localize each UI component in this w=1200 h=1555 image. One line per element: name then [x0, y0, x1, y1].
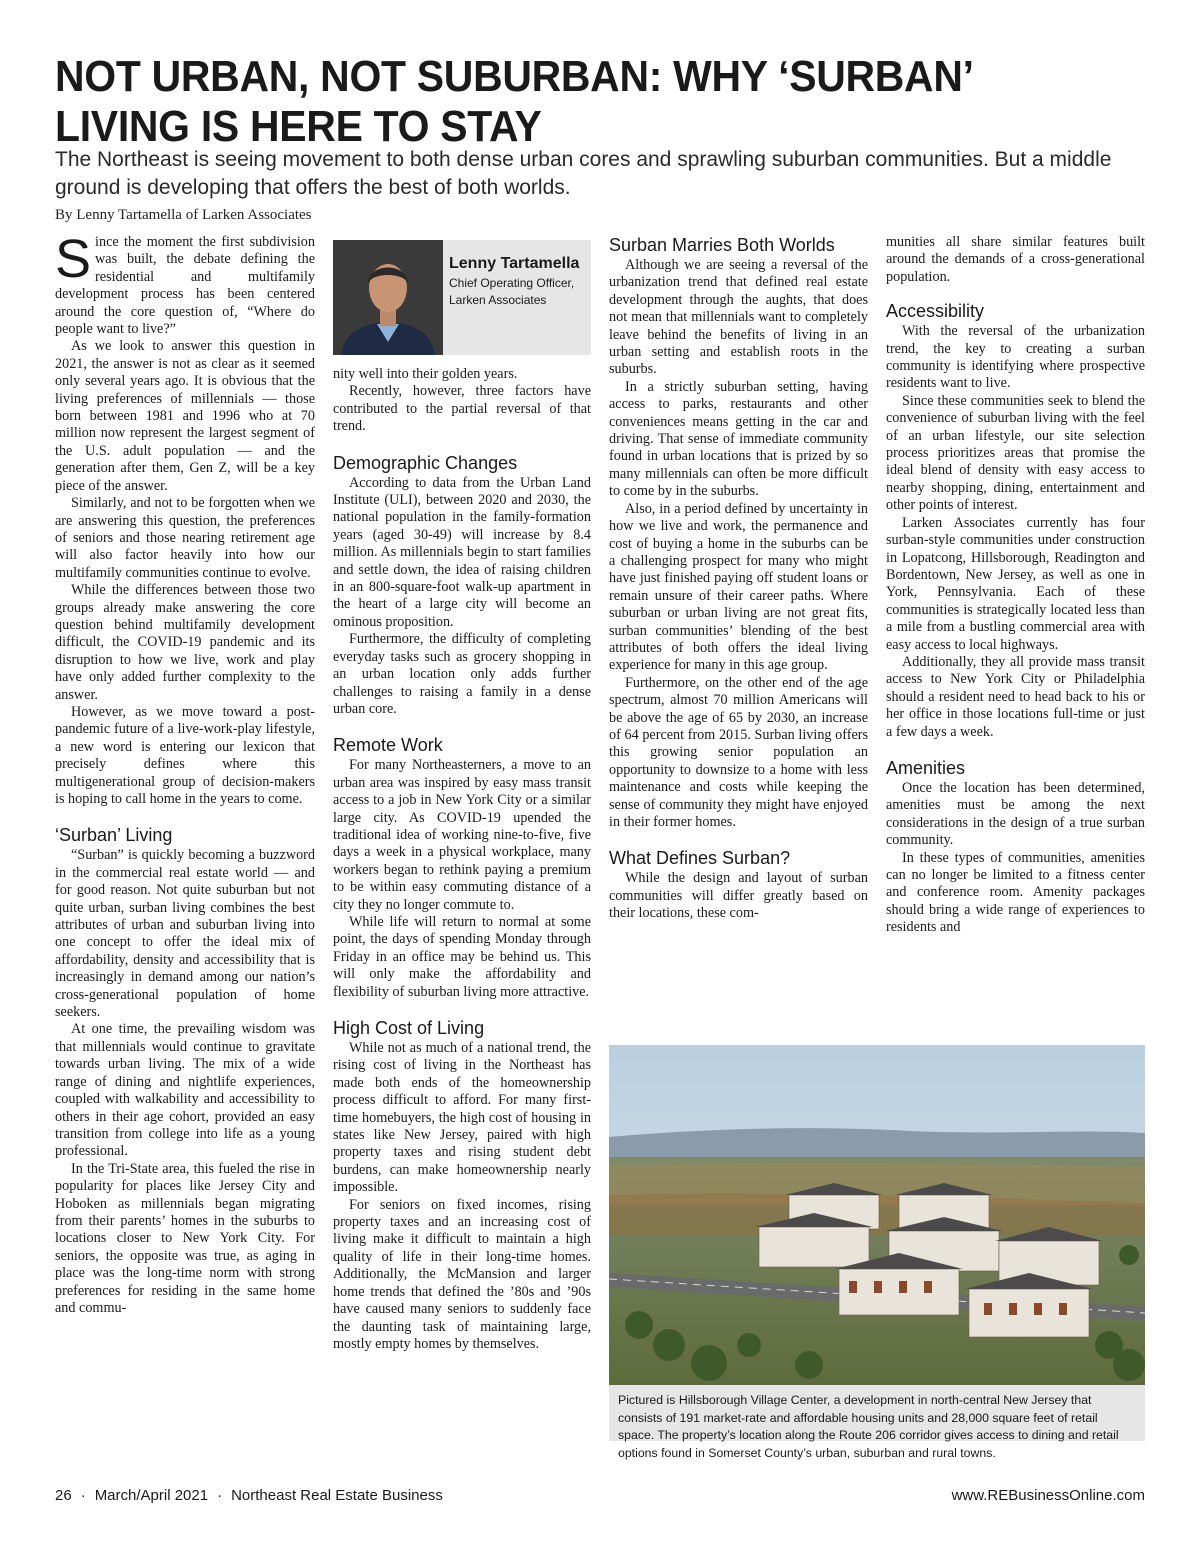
- section-heading-amenities: Amenities: [886, 757, 966, 778]
- website-link[interactable]: www.REBusinessOnline.com: [951, 1487, 1145, 1504]
- paragraph: In the Tri-State area, this fueled the rise in popularity for places like Jersey City and Hoboken as millennials began migrating from their parents’ homes in the suburbs to locations closer to New York City. For seniors, the opposite was true, as aging in place was the long-time norm with strong preferences for residing in the same home and commu-: [55, 1160, 315, 1316]
- paragraph: While life will return to normal at some point, the days of spending Monday through Friday in an office may be behind us. This will only make the affordability and flexibility of suburban living more attractive.: [333, 913, 591, 1000]
- paragraph: While the differences between those two groups already make answering the core question behind multifamily development difficult, the COVID-19 pandemic and its disruption to how we live, work and play have only added further complexity to the answer.: [55, 582, 315, 703]
- paragraph: Since the moment the first subdivision was built, the debate defining the residential and multifamily development process has been centered around the core question of, “Where do people want to live?”: [55, 229, 315, 338]
- paragraph: Also, in a period defined by uncertainty in how we live and work, the permanence and cost of buying a home in the suburbs can be a challenging prospect for many who might have just finished paying off student loans or remain unsure of their career paths. Where suburban or urban living are not great fits, surban communities’ blending of the best attributes of both offers the ideal living experience for many in this age group.: [609, 500, 868, 674]
- paragraph: For seniors on fixed incomes, rising property taxes and an increasing cost of living make it difficult to maintain a high quality of life in their long-time homes. Additionally, the McMansion and larger home trends that defined the ’80s and ’90s have caused many seniors to suddenly face the daunting task of maintaining large, mostly empty homes by themselves.: [333, 1196, 591, 1352]
- aerial-development-photo: [609, 1045, 1145, 1385]
- aerial-photo-illustration: [609, 1045, 1145, 1385]
- drop-cap: S: [55, 229, 92, 289]
- paragraph: With the reversal of the urbanization trend, the key to creating a surban community is identifying where prospective residents want to live.: [886, 323, 1145, 392]
- article-column-1: [55, 229, 315, 1317]
- paragraph: Recently, however, three factors have contributed to the partial reversal of that trend.: [333, 383, 591, 435]
- author-box: [333, 240, 591, 355]
- paragraph: Since these communities seek to blend the convenience of suburban living with the feel of an urban lifestyle, our site selection process prioritizes areas that promise the ideal blend of density with easy access to nearby shopping, dining, entertainment and other points of interest.: [886, 392, 1145, 514]
- article-column-3: [609, 234, 868, 923]
- issue-date: March/April 2021: [94, 1487, 209, 1504]
- paragraph: While the design and layout of surban communities will differ greatly based on their locations, these com-: [609, 870, 868, 922]
- section-heading-what-defines-surban: What Defines Surban?: [609, 848, 791, 869]
- footer-left: [55, 1486, 443, 1506]
- author-info: [449, 254, 589, 309]
- paragraph: At one time, the prevailing wisdom was that millennials would continue to gravitate towards urban living. The mix of a wide range of dining and nightlife experiences, coupled with walkability and accessibility to others in their age cohort, provided an easy transition from college into life as a young professional.: [55, 1021, 315, 1160]
- paragraph: “Surban” is quickly becoming a buzzword in the commercial real estate world — and for good reason. Not quite suburban but not quite urban, surban living combines the best attributes of urban and suburban living into one concept to offer the ideal mix of affordability, density and accessibility that is increasingly in demand among our nation’s cross-generational population of home seekers.: [55, 847, 315, 1021]
- headshot-illustration: [333, 240, 443, 355]
- publication-name: Northeast Real Estate Business: [231, 1487, 443, 1504]
- paragraph: According to data from the Urban Land Institute (ULI), between 2020 and 2030, the national population in the family-formation years (aged 30-49) will increase by 8.4 million. As millennials begin to start families and settle down, the idea of raising children in an 800-square-foot walk-up apartment in the heart of a large city will become an ominous proposition.: [333, 474, 591, 630]
- section-heading-demographic-changes: Demographic Changes: [333, 452, 518, 473]
- section-heading-accessibility: Accessibility: [886, 301, 985, 322]
- paragraph: Additionally, they all provide mass transit access to New York City or Philadelphia should a resident need to head back to his or her office in those locations full-time or just a few days a week.: [886, 653, 1145, 740]
- paragraph: As we look to answer this question in 2021, the answer is not as clear as it seemed only several years ago. It is obvious that the living preferences of millennials — those born between 1981 and 1996 who at 70 million now represent the largest segment of the U.S. adult population — and the generation after them, Gen Z, will be a key piece of the answer.: [55, 338, 315, 494]
- section-heading-surban-marries-both-worlds: Surban Marries Both Worlds: [609, 235, 835, 255]
- article-headline: NOT URBAN, NOT SUBURBAN: WHY ‘SURBAN’ LIVING IS HERE TO STAY: [55, 52, 972, 151]
- paragraph: Larken Associates currently has four surban-style communities under construction in Lopatcong, Hillsborough, Readington and Bordentown, New Jersey, as well as one in York, Pennsylvania. Each of these communities is strategically located less than a mile from a bustling commercial area with easy access to local highways.: [886, 514, 1145, 653]
- paragraph: munities all share similar features built around the demands of a cross-generational population.: [886, 234, 1145, 285]
- paragraph: Furthermore, on the other end of the age spectrum, almost 70 million Americans will be above the age of 65 by 2030, an increase of 64 percent from 2015. Surban living offers this growing senior population an opportunity to downsize to a home with less maintenance and costs while keeping the sense of community they might have enjoyed in their former homes.: [609, 674, 868, 830]
- paragraph: Furthermore, the difficulty of completing everyday tasks such as grocery shopping in an urban location only adds further challenges to raising a family in a dense urban core.: [333, 631, 591, 717]
- page-number: 26: [55, 1487, 72, 1504]
- section-heading-surban-living: ‘Surban’ Living: [55, 825, 173, 846]
- photo-caption: Pictured is Hillsborough Village Center, a development in north-central New Jersey that consists of 191 market-rate and affordable housing units and 28,000 square feet of retail space. The property’s location along the Route 206 corridor gives access to dining and retail options found in Somerset County’s urban, suburban and rural towns.: [609, 1385, 1145, 1441]
- paragraph: nity well into their golden years.: [333, 366, 518, 382]
- paragraph: Although we are seeing a reversal of the urbanization trend that defined real estate development through the aughts, that does not mean that millennials want to completely leave behind the benefits of living in an urban setting and establish roots in the suburbs.: [609, 257, 868, 378]
- article-column-2: [333, 366, 591, 1353]
- paragraph: For many Northeasterners, a move to an urban area was inspired by easy mass transit access to a job in New York City or a similar large city. As COVID-19 upended the traditional idea of working nine-to-five, five days a week in a physical workplace, many workers began to rethink paying a premium to be within easy commuting distance of a city they no longer commute to.: [333, 757, 591, 913]
- paragraph: In these types of communities, amenities can no longer be limited to a fitness center and conference room. Amenity packages should bring a wide range of experiences to residents and: [886, 849, 1145, 936]
- author-headshot: [333, 240, 443, 355]
- footer-separator: ·: [80, 1487, 86, 1504]
- article-column-4: [886, 234, 1145, 937]
- author-name: Lenny Tartamella: [449, 255, 580, 272]
- section-heading-remote-work: Remote Work: [333, 735, 443, 756]
- paragraph: In a strictly suburban setting, having access to parks, restaurants and other conveniences means getting in the car and driving. That sense of immediate community found in urban locations that is prized by so many millennials can often be more difficult to come by in the suburbs.: [609, 378, 868, 500]
- paragraph: While not as much of a national trend, the rising cost of living in the Northeast has made both ends of the homeownership process difficult to afford. For many first-time homebuyers, the high cost of housing in states like New Jersey, paired with high property taxes and rising student debt burdens, can make homeownership nearly impossible.: [333, 1040, 591, 1196]
- section-heading-high-cost-of-living: High Cost of Living: [333, 1018, 485, 1038]
- paragraph: However, as we move toward a post-pandemic future of a live-work-play lifestyle, a new word is entering our lexicon that precisely defines where this multigenerational group of decision-makers is hoping to call home in the years to come.: [55, 703, 315, 807]
- paragraph: Once the location has been determined, amenities must be among the next considerations in the design of a true surban community.: [886, 779, 1145, 849]
- page-footer: [55, 1486, 1145, 1506]
- article-byline: By Lenny Tartamella of Larken Associates: [55, 207, 312, 223]
- article-deck: The Northeast is seeing movement to both dense urban cores and sprawling suburban communities. But a middle ground is developing that offers the best of both worlds.: [55, 148, 1112, 199]
- paragraph: Similarly, and not to be forgotten when we are answering this question, the preferences of seniors and those nearing retirement age will also factor heavily into how our multifamily communities continue to evolve.: [55, 495, 315, 581]
- author-title: Chief Operating Officer, Larken Associates: [449, 276, 575, 307]
- footer-separator: ·: [217, 1487, 223, 1504]
